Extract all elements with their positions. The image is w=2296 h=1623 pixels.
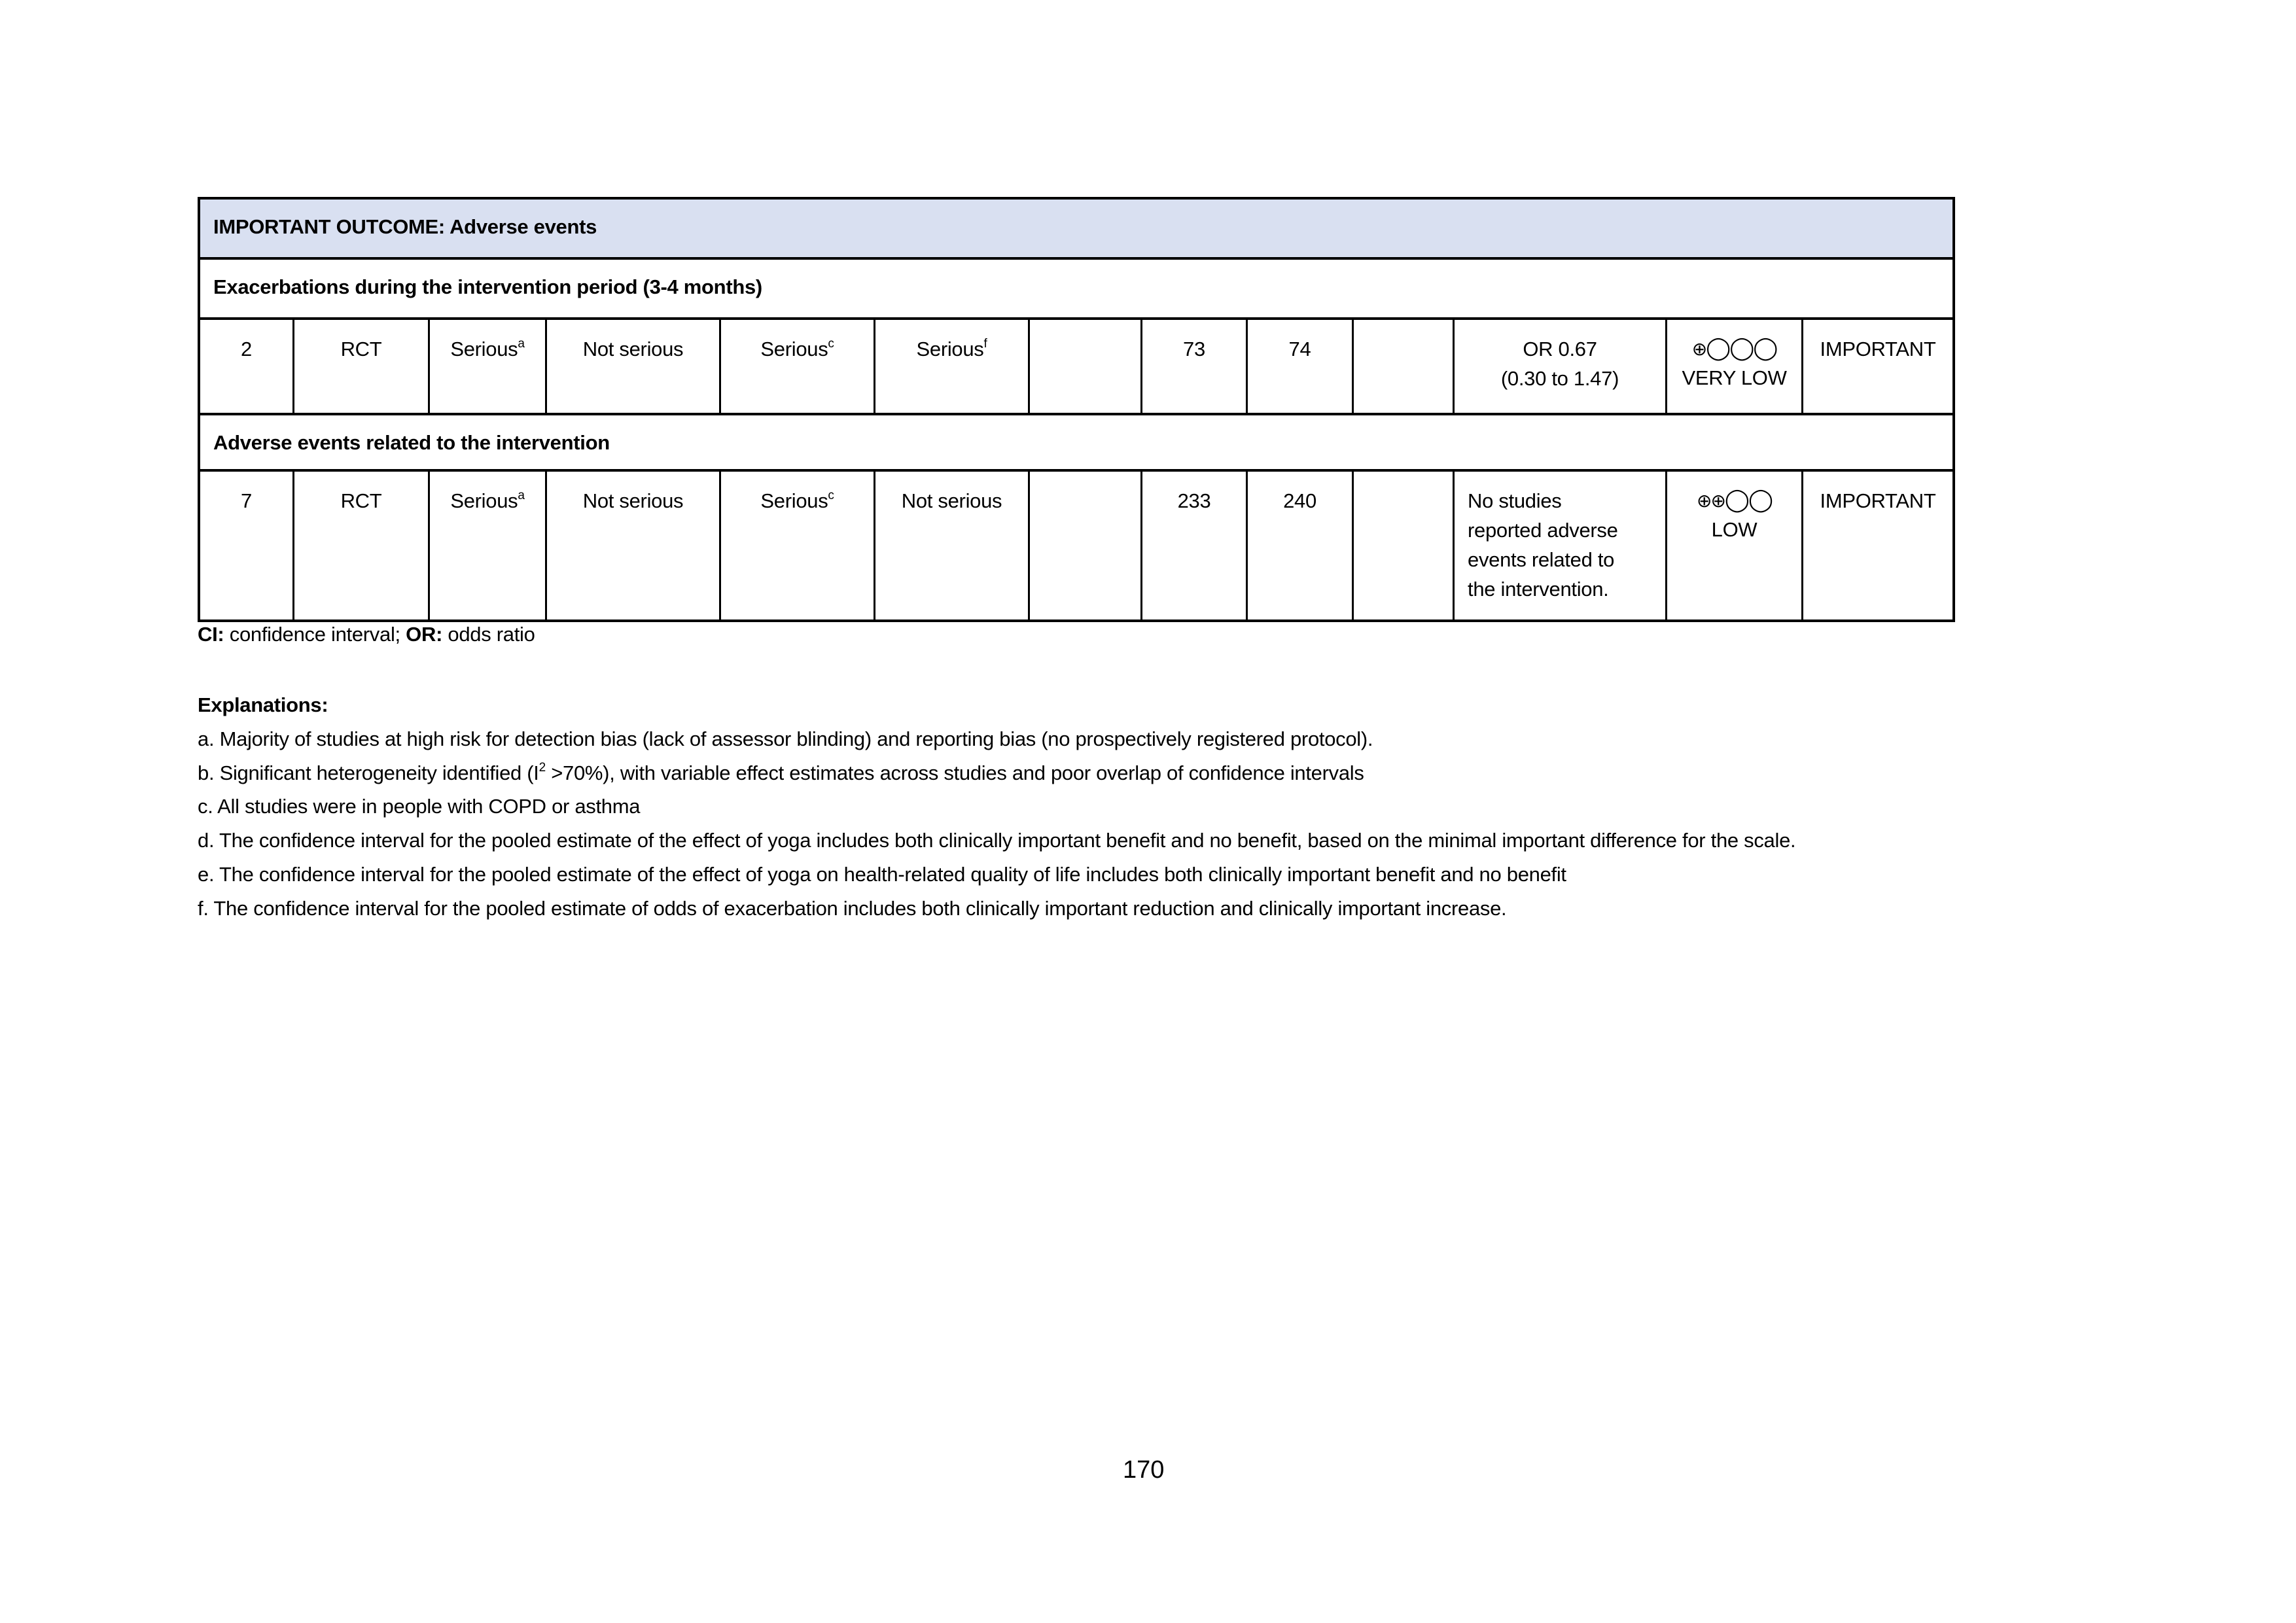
control-n: 240 [1246,472,1352,620]
outcome-title: IMPORTANT OUTCOME: Adverse events [213,215,597,238]
study-design: RCT [292,320,428,413]
effect-estimate [1453,472,1665,620]
inconsistency [545,320,719,413]
effect-estimate [1453,320,1665,413]
certainty-low-icon: ◯◯ [1724,487,1773,512]
footnote-ref: a [518,489,525,502]
table-row [200,317,1952,413]
certainty-label: LOW [1711,518,1757,541]
footnote-ref: a [518,337,525,351]
effect-line: No studies [1468,489,1562,512]
explanation-item: e. The confidence interval for the pooled estimate of the effect of yoga on health-related quality of life includes both clinically important benefit and no benefit [198,862,1566,886]
indirectness-text: Serious [760,338,828,360]
outcome-header-row [200,200,1952,257]
explanation-item: d. The confidence interval for the pooled estimate of the effect of yoga includes both clinically important benefit and no benefit, based on the minimal important difference for the scale. [198,829,1796,852]
studies-count: 2 [241,338,252,360]
explanation-item: a. Majority of studies at high risk for detection bias (lack of assessor blinding) and reporting bias (no prospectively registered protocol). [198,727,1373,750]
risk-of-bias-text: Serious [450,489,518,512]
explanation-text: b. Significant heterogeneity identified (I [198,761,539,784]
section-header-row [200,257,1952,317]
indirectness [719,472,874,620]
section-title: Exacerbations during the intervention period (3-4 months) [213,275,762,298]
section-header-row [200,413,1952,469]
effect-line: reported adverse [1468,519,1618,542]
footnote-ref: c [828,337,834,351]
explanation-item: c. All studies were in people with COPD or asthma [198,795,641,818]
importance: IMPORTANT [1801,472,1952,620]
imprecision-text: Serious [916,338,984,360]
risk-of-bias [428,472,545,620]
superscript: 2 [539,760,546,775]
effect-line: (0.30 to 1.47) [1500,367,1619,390]
footnote-ref: c [828,489,834,502]
inconsistency-text: Not serious [582,338,684,360]
abbrev-definition: confidence interval; [224,623,406,646]
page-number: 170 [1123,1456,1165,1484]
abbrev-definition: odds ratio [442,623,535,646]
other-considerations [1028,472,1140,620]
section-title: Adverse events related to the intervention [213,431,610,454]
certainty-high-icon: ⊕⊕ [1696,491,1725,511]
certainty-rating-icon [1667,334,1801,363]
inconsistency [545,472,719,620]
risk-of-bias-text: Serious [450,338,518,360]
grade-evidence-table [198,197,1955,622]
study-design: RCT [292,472,428,620]
imprecision [874,320,1028,413]
footnote-ref: f [983,337,987,351]
other-considerations [1028,320,1140,413]
relative-effect [1352,320,1453,413]
explanations-title: Explanations: [198,693,328,716]
table-row [200,469,1952,620]
effect-line: OR 0.67 [1523,338,1597,360]
certainty [1665,320,1801,413]
inconsistency-text: Not serious [582,489,684,512]
abbreviations [198,623,535,646]
certainty [1665,472,1801,620]
abbrev-term: OR: [406,623,443,646]
importance: IMPORTANT [1801,320,1952,413]
certainty-label: VERY LOW [1682,366,1787,389]
certainty-low-icon: ◯◯◯ [1706,336,1777,360]
explanation-item: f. The confidence interval for the pooled estimate of odds of exacerbation includes both clinically important reduction and clinically important increase. [198,896,1507,920]
certainty-rating-icon [1667,486,1801,515]
studies-count: 7 [241,489,252,512]
effect-line: the intervention. [1468,578,1609,601]
imprecision-text: Not serious [901,489,1002,512]
certainty-high-icon: ⊕ [1691,339,1706,359]
relative-effect [1352,472,1453,620]
explanations [198,688,1795,926]
intervention-n: 73 [1140,320,1246,413]
explanation-item [198,756,1795,790]
indirectness [719,320,874,413]
control-n: 74 [1246,320,1352,413]
effect-line: events related to [1468,548,1615,571]
abbrev-term: CI: [198,623,224,646]
indirectness-text: Serious [760,489,828,512]
risk-of-bias [428,320,545,413]
intervention-n: 233 [1140,472,1246,620]
explanation-text: >70%), with variable effect estimates across studies and poor overlap of confidence intervals [545,761,1364,784]
imprecision [874,472,1028,620]
